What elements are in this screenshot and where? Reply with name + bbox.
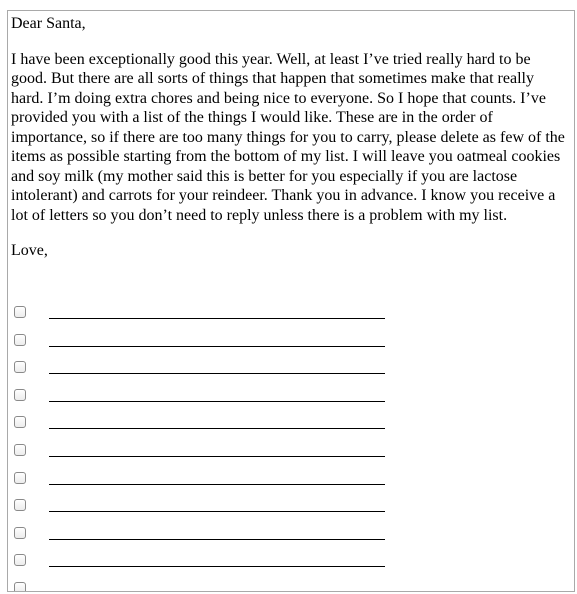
wish-checkbox[interactable] [14,416,26,428]
wish-item-line[interactable] [49,484,385,485]
wish-checkbox[interactable] [14,472,26,484]
wish-item-line[interactable] [49,539,385,540]
wish-checkbox[interactable] [14,389,26,401]
wish-checkbox[interactable] [14,554,26,566]
wish-item-line[interactable] [49,456,385,457]
wish-list-item [8,550,568,578]
wish-list-item [8,412,568,440]
wish-checkbox[interactable] [14,306,26,318]
wish-checkbox[interactable] [14,582,26,592]
wish-item-line[interactable] [49,318,385,319]
wish-list-item [8,578,568,592]
wish-list [8,302,568,592]
wish-list-item [8,357,568,385]
wish-checkbox[interactable] [14,527,26,539]
wish-list-item [8,495,568,523]
letter-frame[interactable] [7,10,575,592]
letter-greeting: Dear Santa, [11,15,86,32]
wish-item-line[interactable] [49,346,385,347]
wish-item-line[interactable] [49,566,385,567]
wish-list-item [8,330,568,358]
wish-checkbox[interactable] [14,444,26,456]
wish-list-item [8,440,568,468]
letter-closing: Love, [11,242,48,259]
wish-list-item [8,385,568,413]
wish-checkbox[interactable] [14,499,26,511]
wish-list-item [8,523,568,551]
wish-item-line[interactable] [49,401,385,402]
letter-content [11,14,569,277]
wish-item-line[interactable] [49,428,385,429]
wish-list-item [8,302,568,330]
wish-item-line[interactable] [49,511,385,512]
wish-checkbox[interactable] [14,334,26,346]
letter-body: I have been exceptionally good this year. Well, at least I’ve tried really hard to be good. But there are all sorts of things that happen that sometimes make that really hard. I’m doing extra chores and being nice to everyone. So I hope that counts. I’ve provided you with a list of the things I would like. These are in the order of importance, so if there are too many things for you to carry, please delete as few of the items as possible starting from the bottom of my list. I will leave you oatmeal cookies and soy milk (my mother said this is better for you especially if you are lactose intolerant) and carrots for your reindeer. Thank you in advance. I know you receive a lot of letters so you don’t need to reply unless there is a problem with my list. [11,50,565,224]
wish-item-line[interactable] [49,373,385,374]
wish-checkbox[interactable] [14,361,26,373]
wish-list-item [8,468,568,496]
